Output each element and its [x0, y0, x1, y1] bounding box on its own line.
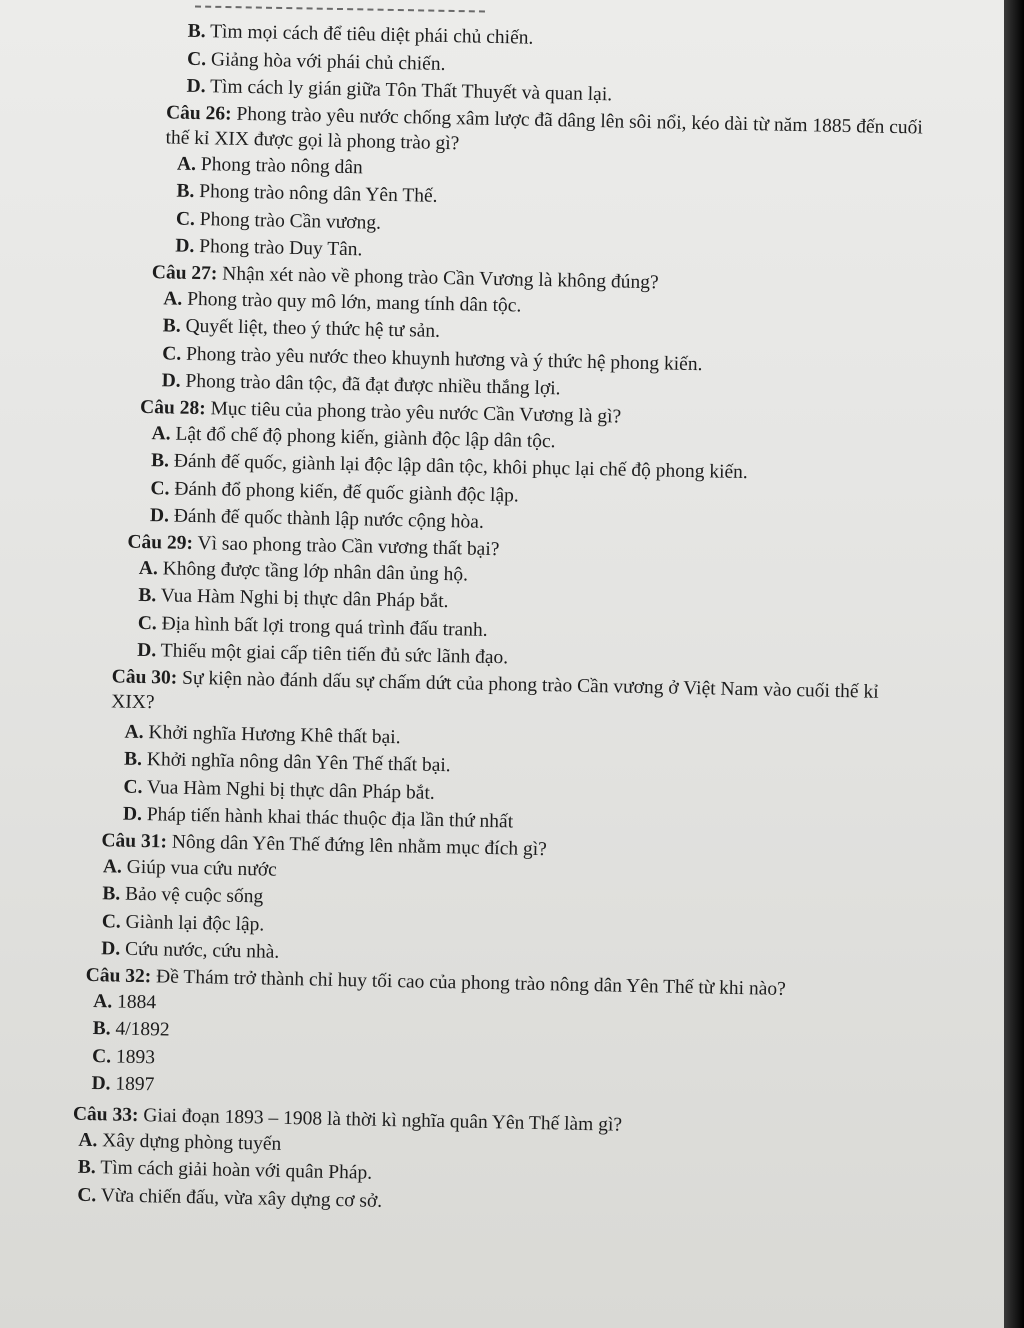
option-key: C.: [175, 208, 196, 230]
option-key: B.: [123, 748, 143, 770]
question-30: [109, 664, 912, 844]
option-text: Khởi nghĩa Hương Khê thất bại.: [148, 721, 401, 748]
question-text: Vì sao phong trào Cần vương thất bại?: [197, 532, 500, 560]
question-31: [99, 828, 882, 979]
option-text: Đánh đế quốc thành lập nước cộng hòa.: [173, 505, 485, 533]
option-key: B.: [77, 1156, 96, 1179]
option-key: C.: [123, 776, 143, 798]
option-key: B.: [150, 450, 170, 472]
option-text: Không được tầng lớp nhân dân ủng hộ.: [162, 557, 469, 585]
option-key: A.: [163, 287, 183, 310]
option-key: B.: [187, 20, 206, 43]
option-text: Giảng hòa với phái chủ chiến.: [210, 48, 446, 75]
option-text: Thiếu một giai cấp tiên tiến đủ sức lãnh đạo.: [160, 640, 509, 669]
option-key: A.: [78, 1129, 98, 1151]
option-text: Khởi nghĩa nông dân Yên Thế thất bại.: [146, 749, 451, 777]
option-key: C.: [162, 342, 182, 365]
option-text: Tìm cách giải hoàn với quân Pháp.: [100, 1157, 373, 1184]
option-text: 1893: [115, 1046, 156, 1068]
option-text: Giúp vua cứu nước: [126, 856, 278, 881]
option-key: C.: [150, 477, 170, 499]
option-key: D.: [122, 803, 143, 826]
option-key: D.: [137, 639, 157, 662]
option-text: 1897: [115, 1073, 155, 1096]
question-28: [138, 394, 921, 545]
question-label: Câu 26:: [165, 101, 232, 125]
option-text: Bảo vệ cuộc sống: [124, 883, 264, 908]
continued-options: [186, 18, 999, 117]
option-key: C.: [137, 612, 158, 634]
torn-top-edge: [195, 5, 485, 12]
option-text: Địa hình bất lợi trong quá trình đấu tranh.: [161, 612, 488, 641]
option-text: Phong trào yêu nước theo khuynh hương và ý thức hệ phong kiến.: [185, 343, 703, 375]
option-key: D.: [149, 505, 170, 527]
question-text: Nông dân Yên Thế đứng lên nhằm mục đích gì?: [171, 831, 548, 860]
option-key: C.: [101, 910, 122, 933]
question-text: Sự kiện nào đánh dấu sự chấm dứt của phong trào Cần vương ở Việt Nam vào cuối thế kỉ XIX?: [111, 667, 879, 713]
option-key: A.: [102, 855, 123, 878]
option-key: B.: [138, 584, 157, 607]
option-key: A.: [124, 721, 144, 743]
question-text: Nhận xét nào về phong trào Cần Vương là không đúng?: [222, 263, 659, 293]
question-label: Câu 33:: [72, 1103, 139, 1126]
option-text: Phong trào nông dân: [200, 153, 364, 178]
option-key: D.: [101, 938, 121, 960]
question-text: Mục tiêu của phong trào yêu nước Cần Vương là gì?: [210, 397, 622, 428]
option-text: Phong trào Duy Tân.: [199, 236, 363, 261]
option-key: B.: [162, 315, 181, 337]
option-key: A.: [138, 557, 159, 579]
option-key: D.: [175, 235, 195, 257]
option-key: A.: [151, 422, 171, 444]
option-text: Đánh đế quốc, giành lại độc lập dân tộc, khôi phục lại chế độ phong kiến.: [173, 450, 748, 484]
option-text: Vừa chiến đấu, vừa xây dựng cơ sở.: [100, 1184, 383, 1212]
option-key: B.: [176, 180, 195, 202]
question-text: Phong trào yêu nước chống xâm lược đã dâng lên sôi nổi, kéo dài từ năm 1885 đến cuối thế kỉ XIX được gọi là phong trào gì?: [165, 103, 924, 154]
option-text: 1884: [116, 991, 157, 1013]
option-text: 4/1892: [115, 1018, 170, 1041]
question-label: Câu 29:: [127, 531, 194, 554]
option-key: D.: [161, 370, 181, 392]
option-text: Pháp tiến hành khai thác thuộc địa lần thứ nhất: [146, 804, 514, 833]
question-29: [125, 529, 908, 680]
option-key: D.: [186, 75, 206, 98]
option-text: Tìm cách ly gián giữa Tôn Thất Thuyết và quan lại.: [209, 76, 613, 106]
option-text: Xây dựng phòng tuyến: [102, 1129, 282, 1155]
option-key: B.: [92, 1018, 111, 1040]
option-text: Tìm mọi cách để tiêu diệt phái chủ chiến.: [209, 21, 534, 49]
question-text: Giai đoạn 1893 – 1908 là thời kì nghĩa quân Yên Thế làm gì?: [143, 1104, 623, 1136]
question-26: [163, 100, 946, 276]
option-text: Cứu nước, cứu nhà.: [124, 938, 280, 963]
photo-dark-edge: [1004, 0, 1024, 1328]
option-key: A.: [176, 153, 197, 175]
option-key: B.: [102, 883, 121, 905]
option-key: C.: [186, 48, 207, 70]
option-text: Giành lại độc lập.: [125, 911, 265, 935]
option-text: Quyết liệt, theo ý thức hệ tư sản.: [185, 315, 441, 342]
option-text: Vua Hàm Nghi bị thực dân Pháp bắt.: [160, 585, 449, 613]
option-text: Phong trào nông dân Yên Thế.: [199, 181, 438, 207]
question-32: [83, 962, 886, 1113]
question-list: [0, 14, 1000, 1227]
option-text: Phong trào quy mô lớn, mang tính dân tộc.: [186, 288, 522, 317]
option-text: Phong trào Cần vương.: [199, 208, 382, 234]
question-label: Câu 28:: [139, 396, 206, 419]
question-label: Câu 27:: [151, 261, 218, 284]
option-key: C.: [77, 1184, 97, 1206]
option-key: A.: [93, 990, 113, 1012]
question-33: [71, 1101, 853, 1224]
question-27: [149, 260, 932, 411]
option-text: Đánh đổ phong kiến, đế quốc giành độc lập.: [174, 478, 519, 506]
option-text: Phong trào dân tộc, đã đạt được nhiều thắng lợi.: [185, 370, 561, 400]
question-text: Đề Thám trở thành chỉ huy tối cao của phong trào nông dân Yên Thế từ khi nào?: [155, 965, 786, 1000]
option-key: D.: [91, 1073, 111, 1095]
question-label: Câu 31:: [101, 829, 168, 853]
option-key: C.: [91, 1045, 112, 1067]
question-label: Câu 32:: [85, 964, 152, 987]
option-text: Lật đổ chế độ phong kiến, giành độc lập dân tộc.: [175, 423, 556, 452]
question-label: Câu 30:: [111, 665, 178, 689]
option-text: Vua Hàm Nghi bị thực dân Pháp bắt.: [146, 776, 435, 804]
